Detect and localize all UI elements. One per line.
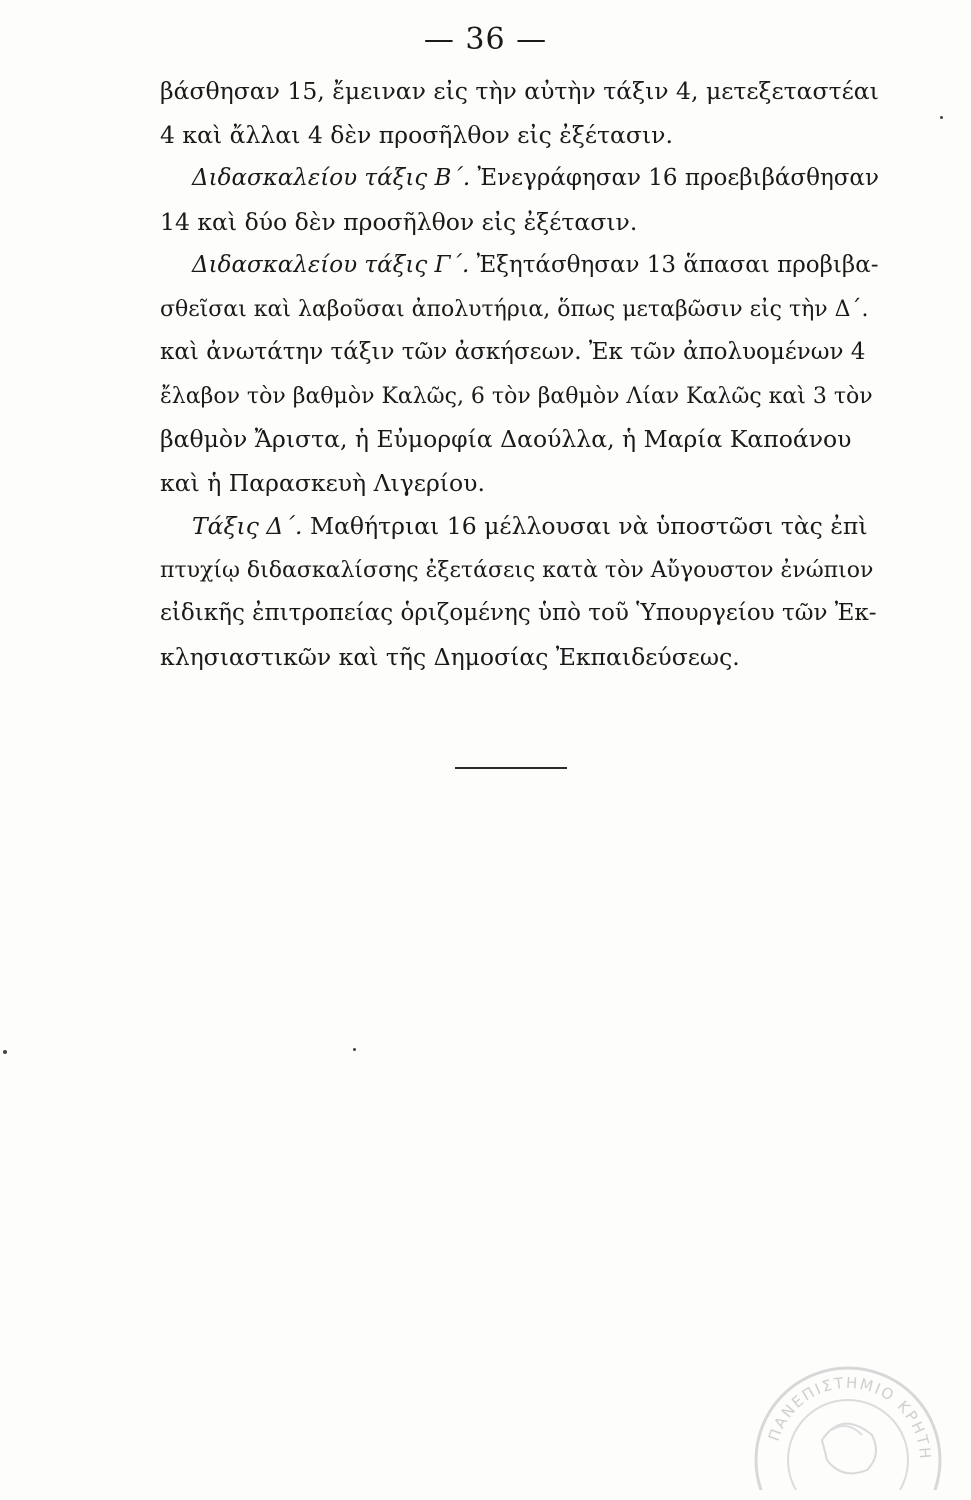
text-line-6 bbox=[160, 288, 880, 332]
text-run: Μαθήτριαι 16 μέλλουσαι νὰ ὑποστῶσι τὰς ἐπὶ bbox=[302, 512, 868, 540]
italic-heading: Διδασκαλείου τάξις Γ΄. bbox=[192, 252, 470, 278]
stray-dot bbox=[3, 1050, 7, 1054]
text-run: κλησιαστικῶν καὶ τῆς Δημοσίας Ἐκπαιδεύσεως. bbox=[160, 642, 740, 671]
section-divider bbox=[455, 767, 567, 769]
text-run: πτυχίῳ διδασκαλίσσης ἐξετάσεις κατὰ τὸν Αὔγουστον ἐνώπιον bbox=[160, 557, 874, 583]
italic-heading: Τάξις Δ΄. bbox=[192, 512, 303, 540]
text-line-14 bbox=[160, 636, 880, 680]
text-run: καὶ ἡ Παρασκευὴ Λιγερίου. bbox=[160, 468, 485, 497]
stamp-text: ΠΑΝΕΠΙΣΤΗΜΙΟ ΚΡΗΤΗ bbox=[764, 1373, 935, 1462]
italic-heading: Διδασκαλείου τάξις Β΄. bbox=[192, 165, 471, 191]
text-line-10 bbox=[160, 462, 880, 506]
text-line-5 bbox=[160, 244, 880, 288]
text-run: βαθμὸν Ἄριστα, ἡ Εὐμορφία Δαούλλα, ἡ Μαρία Καποάνου bbox=[160, 425, 852, 453]
text-run: ἔλαβον τὸν βαθμὸν Καλῶς, 6 τὸν βαθμὸν Λίαν Καλῶς καὶ 3 τὸν bbox=[160, 383, 873, 409]
text-line-13 bbox=[160, 592, 880, 636]
text-run: 14 καὶ δύο δὲν προσῆλθον εἰς ἐξέτασιν. bbox=[160, 207, 638, 236]
text-line-4 bbox=[160, 201, 880, 245]
text-run: εἰδικῆς ἐπιτροπείας ὁριζομένης ὑπὸ τοῦ Ὑπουργείου τῶν Ἐκ- bbox=[160, 600, 877, 626]
stray-dot bbox=[940, 116, 943, 119]
text-run: καὶ ἀνωτάτην τάξιν τῶν ἀσκήσεων. Ἐκ τῶν ἀπολυομένων 4 bbox=[160, 339, 866, 365]
text-line-3 bbox=[160, 157, 880, 201]
text-line-7 bbox=[160, 331, 880, 375]
text-run: σθεῖσαι καὶ λαβοῦσαι ἀπολυτήρια, ὅπως μεταβῶσιν εἰς τὴν Δ΄. bbox=[160, 296, 869, 322]
text-line-1 bbox=[160, 70, 880, 114]
text-line-2 bbox=[160, 114, 880, 158]
body-text bbox=[160, 70, 880, 679]
text-run: Ἐξητάσθησαν 13 ἅπασαι προβιβα- bbox=[469, 252, 879, 278]
text-line-9 bbox=[160, 418, 880, 462]
text-line-11 bbox=[160, 505, 880, 549]
text-line-8 bbox=[160, 375, 880, 419]
page-number: — 36 — bbox=[423, 22, 548, 57]
text-line-12 bbox=[160, 549, 880, 593]
stray-dot bbox=[353, 1048, 356, 1051]
text-run: 4 καὶ ἄλλαι 4 δὲν προσῆλθον εἰς ἐξέτασιν. bbox=[160, 120, 673, 149]
text-run: βάσθησαν 15, ἔμειναν εἰς τὴν αὐτὴν τάξιν 4, μετεξεταστέαι bbox=[160, 77, 879, 105]
university-stamp bbox=[737, 1300, 959, 1490]
text-run: Ἐνεγράφησαν 16 προεβιβάσθησαν bbox=[470, 165, 879, 191]
svg-text:ΠΑΝΕΠΙΣΤΗΜΙΟ ΚΡΗΤΗΣ bbox=[737, 1300, 934, 1461]
